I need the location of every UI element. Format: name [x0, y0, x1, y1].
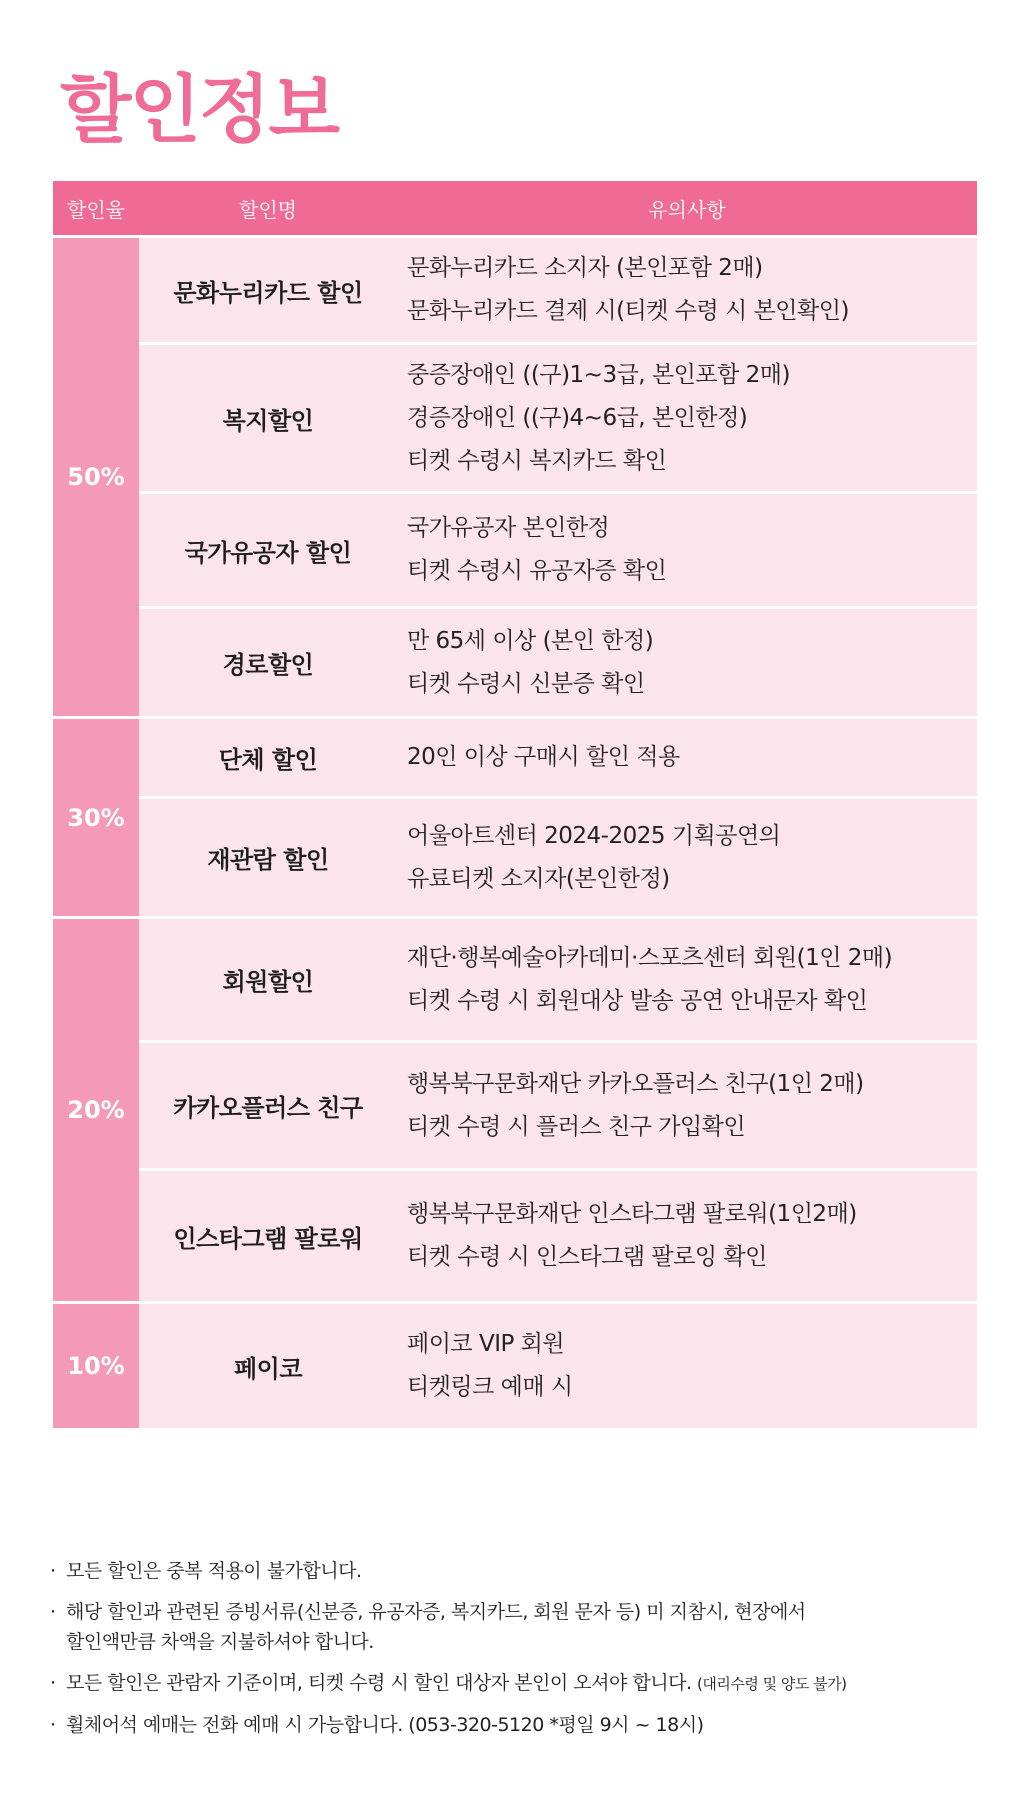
- discount-name: 단체 할인: [218, 746, 318, 774]
- note-line: 문화누리카드 소지자 (본인포함 2매): [407, 255, 763, 281]
- group-50: [53, 238, 977, 716]
- bullet: ·: [50, 1560, 56, 1582]
- group-30: [53, 719, 977, 916]
- note-line: 문화누리카드 결제 시(티켓 수령 시 본인확인): [407, 298, 849, 324]
- discount-name: 재관람 할인: [207, 846, 329, 874]
- header-rate: 할인율: [67, 197, 125, 222]
- notice-text: 휠체어석 예매는 전화 예매 시 가능합니다. (053-320-5120 *평일 9시 ~ 18시): [66, 1714, 704, 1736]
- notice-item: [50, 1597, 990, 1657]
- notice-item: [50, 1710, 990, 1740]
- note-line: 티켓 수령시 복지카드 확인: [407, 447, 667, 474]
- table-row: [139, 1171, 977, 1301]
- discount-name: 페이코: [233, 1354, 303, 1383]
- note-line: 경증장애인 ((구)4~6급, 본인한정): [407, 404, 748, 431]
- notice-list: [50, 1556, 990, 1751]
- header-name: 할인명: [239, 197, 297, 222]
- discount-name: 카카오플러스 친구: [173, 1094, 363, 1122]
- rate-cell: 10%: [53, 1304, 139, 1428]
- note-line: 티켓 수령시 신분증 확인: [407, 670, 645, 697]
- rate-cell: 30%: [53, 719, 139, 916]
- discount-table: [53, 181, 977, 1428]
- notice-text: 모든 할인은 관람자 기준이며, 티켓 수령 시 할인 대상자 본인이 오셔야 합니다.: [66, 1672, 692, 1694]
- discount-name: 국가유공자 할인: [184, 538, 352, 567]
- notice-item: [50, 1668, 990, 1699]
- group-10: [53, 1304, 977, 1428]
- rate-cell: 50%: [53, 238, 139, 716]
- note-line: 티켓 수령 시 플러스 친구 가입확인: [407, 1113, 746, 1140]
- notice-text: 할인액만큼 차액을 지불하셔야 합니다.: [66, 1631, 374, 1653]
- group-20: [53, 919, 977, 1301]
- notice-text: 해당 할인과 관련된 증빙서류(신분증, 유공자증, 복지카드, 회원 문자 등) 미 지참시, 현장에서: [66, 1601, 806, 1623]
- rate-cell: 20%: [53, 919, 139, 1301]
- note-line: 행복북구문화재단 카카오플러스 친구(1인 2매): [407, 1070, 864, 1097]
- discount-name: 문화누리카드 할인: [173, 278, 363, 307]
- note-line: 행복북구문화재단 인스타그램 팔로워(1인2매): [407, 1201, 857, 1227]
- note-line: 어울아트센터 2024-2025 기획공연의: [407, 822, 781, 849]
- header-note: 유의사항: [648, 197, 726, 222]
- discount-name: 복지할인: [222, 406, 314, 435]
- bullet: ·: [50, 1672, 56, 1694]
- table-row: [139, 345, 977, 491]
- table-row: [139, 799, 977, 916]
- note-line: 만 65세 이상 (본인 한정): [407, 627, 654, 654]
- table-header: [53, 181, 977, 235]
- note-line: 티켓 수령시 유공자증 확인: [407, 558, 667, 584]
- note-line: 티켓 수령 시 회원대상 발송 공연 안내문자 확인: [407, 987, 868, 1014]
- notice-item: [50, 1556, 990, 1586]
- note-line: 재단·행복예술아카데미·스포츠센터 회원(1인 2매): [407, 944, 893, 971]
- discount-name: 회원할인: [222, 968, 314, 996]
- page-title: 할인정보: [60, 67, 338, 153]
- table-row: [139, 494, 977, 606]
- table-row: [139, 1304, 977, 1428]
- table-row: [139, 1043, 977, 1168]
- note-line: 페이코 VIP 회원: [407, 1331, 565, 1357]
- notice-subtext: (대리수령 및 양도 불가): [697, 1675, 847, 1693]
- note-line: 20인 이상 구매시 할인 적용: [407, 744, 680, 770]
- note-line: 중증장애인 ((구)1~3급, 본인포함 2매): [407, 361, 790, 388]
- bullet: ·: [50, 1714, 56, 1736]
- discount-name: 경로할인: [222, 651, 314, 679]
- notice-text: 모든 할인은 중복 적용이 불가합니다.: [66, 1560, 362, 1582]
- table-row: [139, 238, 977, 342]
- discount-name: 인스타그램 팔로워: [173, 1224, 363, 1253]
- table-row: [139, 719, 977, 796]
- table-row: [139, 919, 977, 1040]
- note-line: 유료티켓 소지자(본인한정): [407, 865, 670, 892]
- note-line: 국가유공자 본인한정: [407, 515, 610, 541]
- note-line: 티켓 수령 시 인스타그램 팔로잉 확인: [407, 1244, 767, 1270]
- table-row: [139, 609, 977, 716]
- bullet: ·: [50, 1601, 56, 1623]
- note-line: 티켓링크 예매 시: [407, 1374, 573, 1400]
